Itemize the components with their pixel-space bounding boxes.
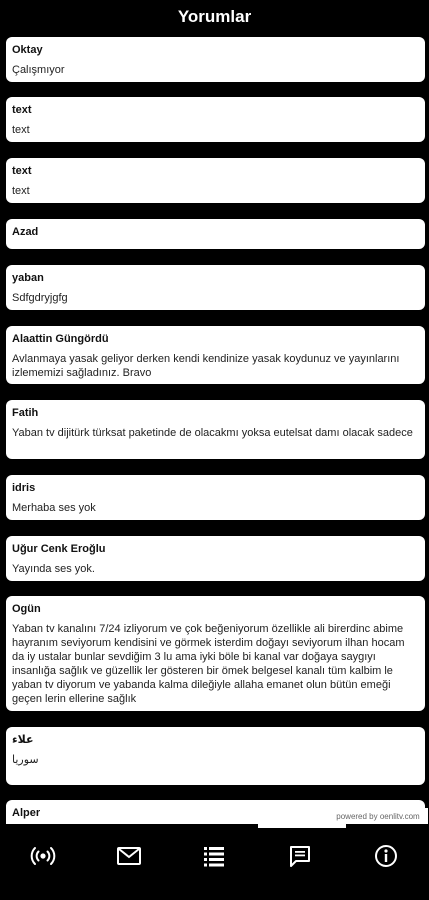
comment-author: text: [12, 104, 32, 116]
comment-text: Sdfgdryjgfg: [12, 292, 68, 304]
mail-icon: [116, 843, 142, 874]
comment-author: text: [12, 165, 32, 177]
nav-mail-button[interactable]: [109, 838, 149, 878]
comment-card[interactable]: [6, 475, 425, 520]
comment-author: Oktay: [12, 44, 43, 56]
comment-author: idris: [12, 482, 36, 494]
comment-card[interactable]: [6, 37, 425, 82]
comment-card[interactable]: [6, 536, 425, 581]
page-title: Yorumlar: [177, 7, 252, 26]
comment-card[interactable]: [6, 158, 425, 203]
nav-info-button[interactable]: [366, 838, 406, 878]
comment-author: Azad: [12, 226, 39, 238]
nav-list-button[interactable]: [194, 838, 234, 878]
comment-text: Avlanmaya yasak geliyor derken kendi kendinize yasak koydunuz ve yayınlarını izlememizi sağladınız. Bravo: [12, 353, 403, 379]
comment-text: Çalışmıyor: [12, 64, 65, 76]
comment-card[interactable]: [6, 326, 425, 384]
comment-author: yaban: [12, 272, 44, 284]
comment-author: Uğur Cenk Eroğlu: [12, 543, 106, 555]
comment-card[interactable]: [6, 265, 425, 310]
comment-text: Merhaba ses yok: [12, 502, 96, 514]
comment-icon: [287, 843, 313, 874]
comment-card[interactable]: [6, 97, 425, 142]
comment-author: Alper: [12, 807, 41, 819]
comment-text: Yaban tv dijitürk türksat paketinde de olacakmı yoksa eutelsat damı olacak sadece: [12, 427, 413, 439]
info-icon: [373, 843, 399, 874]
footer-divider: [258, 824, 346, 828]
bottom-navigation: [0, 832, 429, 884]
comment-text: Yayında ses yok.: [12, 563, 95, 575]
comment-author: Fatih: [12, 407, 39, 419]
comment-card[interactable]: [6, 219, 425, 249]
comment-author: Alaattin Güngördü: [12, 333, 109, 345]
comment-card[interactable]: [6, 400, 425, 459]
comment-card[interactable]: [6, 727, 425, 785]
comment-author: علاء: [12, 734, 34, 746]
nav-live-button[interactable]: [23, 838, 63, 878]
comment-text: text: [12, 185, 30, 197]
broadcast-icon: [30, 843, 56, 874]
comment-text: Yaban tv kanalını 7/24 izliyorum ve çok beğeniyorum özellikle ali birerdinc abime hayranım seviyorum kendisini ve görmek isterdim doğayı seviyorum ilhan hocam da iy ustalar bunlar sevdiğim 3 lu ama iyki böle bi kanal var doğaya saygıyı insanlığa sağlık ve güzellik ler gösteren bir ömek belgesel kanalı tüm kalbim le yaban tv diyorum ve yabanda kalma dileğiyle allaha emanet olun bütün emeği geçen lerin ellerine sağlık: [12, 623, 408, 705]
comment-author: Ogün: [12, 603, 41, 615]
nav-comments-button[interactable]: [280, 838, 320, 878]
comment-card[interactable]: [6, 596, 425, 711]
comment-text: text: [12, 124, 30, 136]
powered-by-label[interactable]: powered by oenlitv.com: [328, 808, 428, 824]
comment-text: سوريا: [12, 754, 39, 766]
header: [0, 0, 429, 34]
list-icon: [201, 843, 227, 874]
